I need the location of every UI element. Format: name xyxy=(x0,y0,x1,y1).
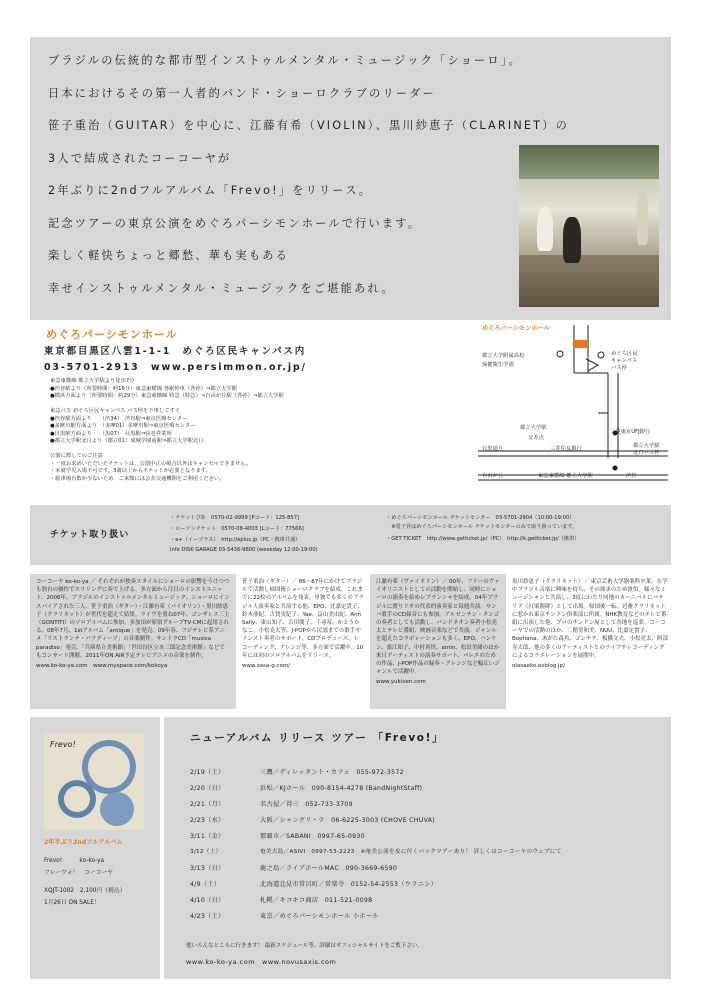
bio-text: コーコーヤ ko-ko-ya ／ それぞれが独奏スタイルにショーロの影響をうけつつも独自の個性でスリリングに奏で上げる、多方面から注目のインストユニット。2006年、ブラジルのインストゥルメンタルミュージック、ショーロにインスパイアされた三人、笹子重治（ギター）・江藤有希（バイオリン）・黒川紗恵子（クラリネット）が世代を超えて結集。ライヴを重ね07年、ゴンザレス三上（GONTITI）のソロアルバムに参加。多加田が原宿グループTV-CMに起用される。08年7月、1stアルバム「antique」を発売。09年春、フジテレビ系アニメ「リストランテ・パラディーゾ」の音楽制作。サントラCD「musica paradiso」発売。「兵庫県立美術館」「世田谷区立本三郎記念美術館」などでもコンサート開催。2011年ON AIR予定テレビアニメの音楽を制作。 xyxy=(36,579,230,659)
tour-row xyxy=(190,879,437,888)
ticket-heading: チケット取り扱い xyxy=(50,530,130,540)
bio-text: 江藤有希（ヴァイオリン）／ 00年、フリーのヴァイオリニストとしての活動を開始し、同時にショーロの演奏を始めレブランシャを結成。04年ブラジルに渡りリオの代表的演奏家と毎週共演。サンバ歌手のCD録音にも参加。アルゼンチン・タンゴの奏者としても活動し、バンドネオン奏者小松尭太とテレビ番組、映画音楽などで共演。ジャンルを超えたコラボレーションも多く、EPO、ハンケン、桑江知子、中村善悟、amin、松田美緒のほか来日アーティストの演奏サポート、バレエのための作品、J-POP作品の録奏・アレンジなど幅広いジャンルで活躍中。 xyxy=(376,579,500,676)
intro-line: ブラジルの伝統的な都市型インストゥルメンタル・ミュージック「ショーロ」。 xyxy=(48,54,523,67)
tour-date: 2/20（日） xyxy=(190,785,225,792)
band-photo xyxy=(519,145,659,307)
tour-venue: 名古屋／得三 052-733-3709 xyxy=(260,801,353,808)
map-label: 三井住友銀行 xyxy=(550,446,582,452)
tour-venue: 札幌／キコキコ商店 011-521-0098 xyxy=(260,897,373,904)
route-line: ●多摩川駅方面より （多摩01）多摩川駅⇒東京医療センター xyxy=(50,423,196,430)
intro-line: 楽しく軽快ちょっと郷愁、華も実もある xyxy=(48,249,289,262)
map-label: 東急東横線 都立大学駅 xyxy=(538,473,593,479)
tour-date: 2/23（水） xyxy=(190,817,225,824)
bio-text: 笹子重治（ギター）／ 86〜87年にかけてブラジルで活動し帰国後ショーロクラブを結成、これまでに22枚のアルバムを発表。単独でも多くのブラジル人演奏家と共演する他、EPO、比嘉定貴子、鈴木亜紀、古賀実紀子、Yae、畠山美由紀、Ann Sally、東山知子、吉田慶子、千尋莓、かとうかなこ、小松尭太等、J-POPから民謡までの歌手やインスト奏者のサポート、CDプロデュース、レコーディング、アレンジ等、多方面で活躍中。10年には初のソロアルバムをリリース。 xyxy=(242,579,364,659)
album-cover-title: Frevo! xyxy=(50,740,76,749)
tour-date: 2/19（土） xyxy=(190,769,225,776)
tour-row xyxy=(190,815,435,824)
train-route xyxy=(50,378,284,401)
bio-link[interactable]: www.ko-ko-ya.com www.myspace.com/kokoya xyxy=(36,663,168,670)
tour-info xyxy=(164,717,671,979)
venue-map xyxy=(478,323,668,498)
bio-link[interactable]: olasaeko.exblog.jp/ xyxy=(512,663,565,670)
notice-line: ・未就学児入場不可です。3歳以上からチケットが必要となります。 xyxy=(50,468,211,475)
album-line: XQJT-1002 2,100円（税込） xyxy=(44,888,126,894)
notice-line: ・駐車場台数が少ないため、ご来館には公共交通機関をご利用ください。 xyxy=(50,475,225,482)
bio-sasago xyxy=(240,574,366,709)
tour-date: 3/13（日） xyxy=(190,865,225,872)
bio-kokoya xyxy=(30,574,236,709)
tour-venue: 那覇市／SABANI 0997-65-0930 xyxy=(260,833,365,840)
venue-address: 東京都目黒区八雲1-1-1 めぐろ区民キャンパス内 xyxy=(44,346,307,357)
intro-line: 幸せインストゥルメンタル・ミュージックをご堪能あれ。 xyxy=(48,281,395,295)
route-line: ●渋谷駅より（所要時間：約16分）東急東横線 各駅停車（各停）⇒都立大学駅 xyxy=(50,385,237,392)
route-line: ●目黒駅方面より （黒07） 目黒駅⇒弦巻営業所 xyxy=(50,430,172,437)
map-label: 保健衛生学部 xyxy=(482,362,514,368)
album-line: 1月26日 ON SALE！ xyxy=(44,900,100,906)
route-line: ●都立大学駅北口より（都立01）成城学園前駅⇒都立大学駅北口 xyxy=(50,438,204,445)
intro-line: 日本におけるその第一人者的バンド・ショーロクラブのリーダー xyxy=(48,86,437,100)
map-label: 都立大学駅 北口バス停 xyxy=(633,443,660,456)
notice-heading: 公演に際してのご注意 xyxy=(50,453,103,459)
bio-link[interactable]: www.yukiven.com xyxy=(376,679,426,686)
map-label: 目黒通り xyxy=(482,446,504,452)
tour-venue: 浜松／KJホール 090-8154-4278 (BandNightStaff) xyxy=(260,785,423,792)
tour-date: 4/10（日） xyxy=(190,897,225,904)
route-line: 東急バス めぐろ区民キャンパス バス停を下車してすぐ xyxy=(50,408,181,414)
tour-row xyxy=(190,911,379,920)
ticket-outlet: ・チケットぴあ 0570-02-9999 [Pコード：125-857] xyxy=(170,515,300,521)
ticket-outlet: ・ローソンチケット 0570-08-4003 [Lコード：77566] xyxy=(170,526,304,532)
bio-eto xyxy=(370,574,506,709)
album-label: 2年半ぶり2ndフルアルバム xyxy=(44,839,123,846)
bio-text: 黒川紗恵子（クラリネット）／ 東京芸術大学器楽科卒業。在学中ブラジル音楽に興味を持ち、その探求のため渡伯。様々なミュージシャンと共演し、3度にわたり同地のカーニバルにバテリア（打楽器隊）として出場。帰国後一転、辺雅クラリネットに惹かれ東京チンドン倶楽部に所属。NHK教育などのテレビ番組に出演した他、プロのチンドン屋として各地を巡業。コーコーヤでの活動のほか、二階堂和美、NUU、比嘉定貴子、Bophana、あがた森魚、ゴンチチ、板橋文夫、小松亮太、阿部寿太郎、他の多くのアーティストとのライブやレコーディングによるコラボレーションを展開中。 xyxy=(512,579,668,659)
tour-note: 他いろんなところに行きます！ 最新スケジュール等、詳細はオフィシャルサイトをご覧下さい。 xyxy=(186,943,423,949)
route-line: ●横浜方面より（所要時間：約29分）東急東横線 特急（特急）⇒自由が丘駅（各停）⇒都立大学駅 xyxy=(50,393,284,400)
map-label: めぐろ区民 キャンパス バス停 xyxy=(611,351,638,371)
tour-date: 3/11（金） xyxy=(190,833,225,840)
notice-line: ・一度お求めいただいたチケットは、公演中止の場合以外はキャンセルできません。 xyxy=(50,460,252,467)
intro-panel xyxy=(30,37,671,320)
map-label: 三菱東京UFJ銀行 xyxy=(610,429,651,435)
intro-line: 記念ツアーの東京公演をめぐろパーシモンホールで行います。 xyxy=(48,216,422,230)
tour-venue: 鹿之島／ライブホールMAC 090-3669-6590 xyxy=(260,865,398,872)
tour-date: 3/12（土） xyxy=(190,849,222,855)
map-title: めぐろパーシモンホール xyxy=(482,325,550,332)
album-line: Frevo! ko-ko-ya xyxy=(44,858,105,864)
intro-line: 笹子重治（GUITAR）を中心に、江藤有希（VIOLIN）、黒川紗恵子（CLARINET）の xyxy=(48,119,569,132)
map-label: 自由が丘 xyxy=(482,473,504,479)
tour-venue: 北海道北見市常呂町／常楽寺 0152-54-2553（ウラニシ） xyxy=(260,881,438,888)
ticket-note: ※電子昇はめぐろパーシモンホール チケットセンターのみで取り扱っています。 xyxy=(386,524,578,530)
tour-row xyxy=(190,863,397,872)
ticket-outlet[interactable]: ・GET TICKET http://www.getticket.jp/（PC） http://k.getticket.jp/（携帯） xyxy=(386,536,580,542)
bio-kurokawa xyxy=(510,574,671,709)
ticket-info xyxy=(30,505,671,565)
tour-row xyxy=(190,783,422,792)
tour-row xyxy=(190,831,365,840)
ticket-outlet: ・めぐろパーシモンホール チケットセンター 03-5701-2904（10:00-19:00） xyxy=(386,515,575,521)
intro-text xyxy=(48,45,569,305)
intro-line: 2年ぶりに2ndフルアルバム「Frevo!」をリリース。 xyxy=(48,184,373,197)
bio-link[interactable]: www.sasa-g.com/ xyxy=(242,663,291,670)
album-cover xyxy=(44,734,144,830)
tour-row xyxy=(190,895,372,904)
venue-tel[interactable]: 03-5701-2913 www.persimmon.or.jp/ xyxy=(44,362,307,373)
album-line: フレーヴォ！ コーコーヤ xyxy=(44,870,114,876)
ticket-outlet[interactable]: ・e+（イープラス） http://eplus.jp（PC・携帯共通） xyxy=(170,537,301,543)
bus-route xyxy=(50,408,204,446)
tour-venue: 東京／めぐろパーシモンホール 小ホール xyxy=(260,913,379,920)
intro-line: 3人で結成されたコーコーヤが xyxy=(48,151,232,165)
tour-urls[interactable]: www.ko-ko-ya.com www.novusaxis.com xyxy=(186,958,337,966)
tour-row xyxy=(190,799,353,808)
tour-venue: 大阪／シャングリ・ラ 06-6225-3003 (CHOVE CHUVA) xyxy=(260,817,435,824)
tour-date: 2/21（月） xyxy=(190,801,225,808)
ticket-info-line: info DISK GARAGE 03-5436-9600 (weekday 12:00-19:00) xyxy=(170,547,318,553)
map-label: 都立大学附属高校 xyxy=(482,353,525,359)
map-label: 交差点 xyxy=(528,435,544,441)
tour-date: 4/23（土） xyxy=(190,913,225,920)
tour-venue: 奄美大島／ASIVI 0997-53-2223 ※奄美公演を皮に付くパックツアーあり！ 詳しくはコーコーヤのウェブにて xyxy=(260,849,562,855)
notice xyxy=(50,453,251,483)
tour-title: ニューアルバム リリース ツアー 「Frevo!」 xyxy=(190,732,445,744)
tour-row xyxy=(190,847,562,855)
map-label: 都立大学駅 xyxy=(520,425,547,431)
tour-venue: 三鷹／ディレッタント・カフェ 055-972-3572 xyxy=(260,769,404,776)
route-line: 東急東横線 都立大学駅より徒歩7分 xyxy=(50,378,135,384)
tour-date: 4/9（土） xyxy=(190,881,221,888)
tour-row xyxy=(190,767,404,776)
venue-name: めぐろパーシモンホール xyxy=(46,328,178,341)
route-line: ●渋谷駅方面より （渋34） 渋谷駅⇒東京医療センター xyxy=(50,415,188,422)
album-info xyxy=(30,717,160,979)
map-label: 渋谷 xyxy=(626,473,637,479)
